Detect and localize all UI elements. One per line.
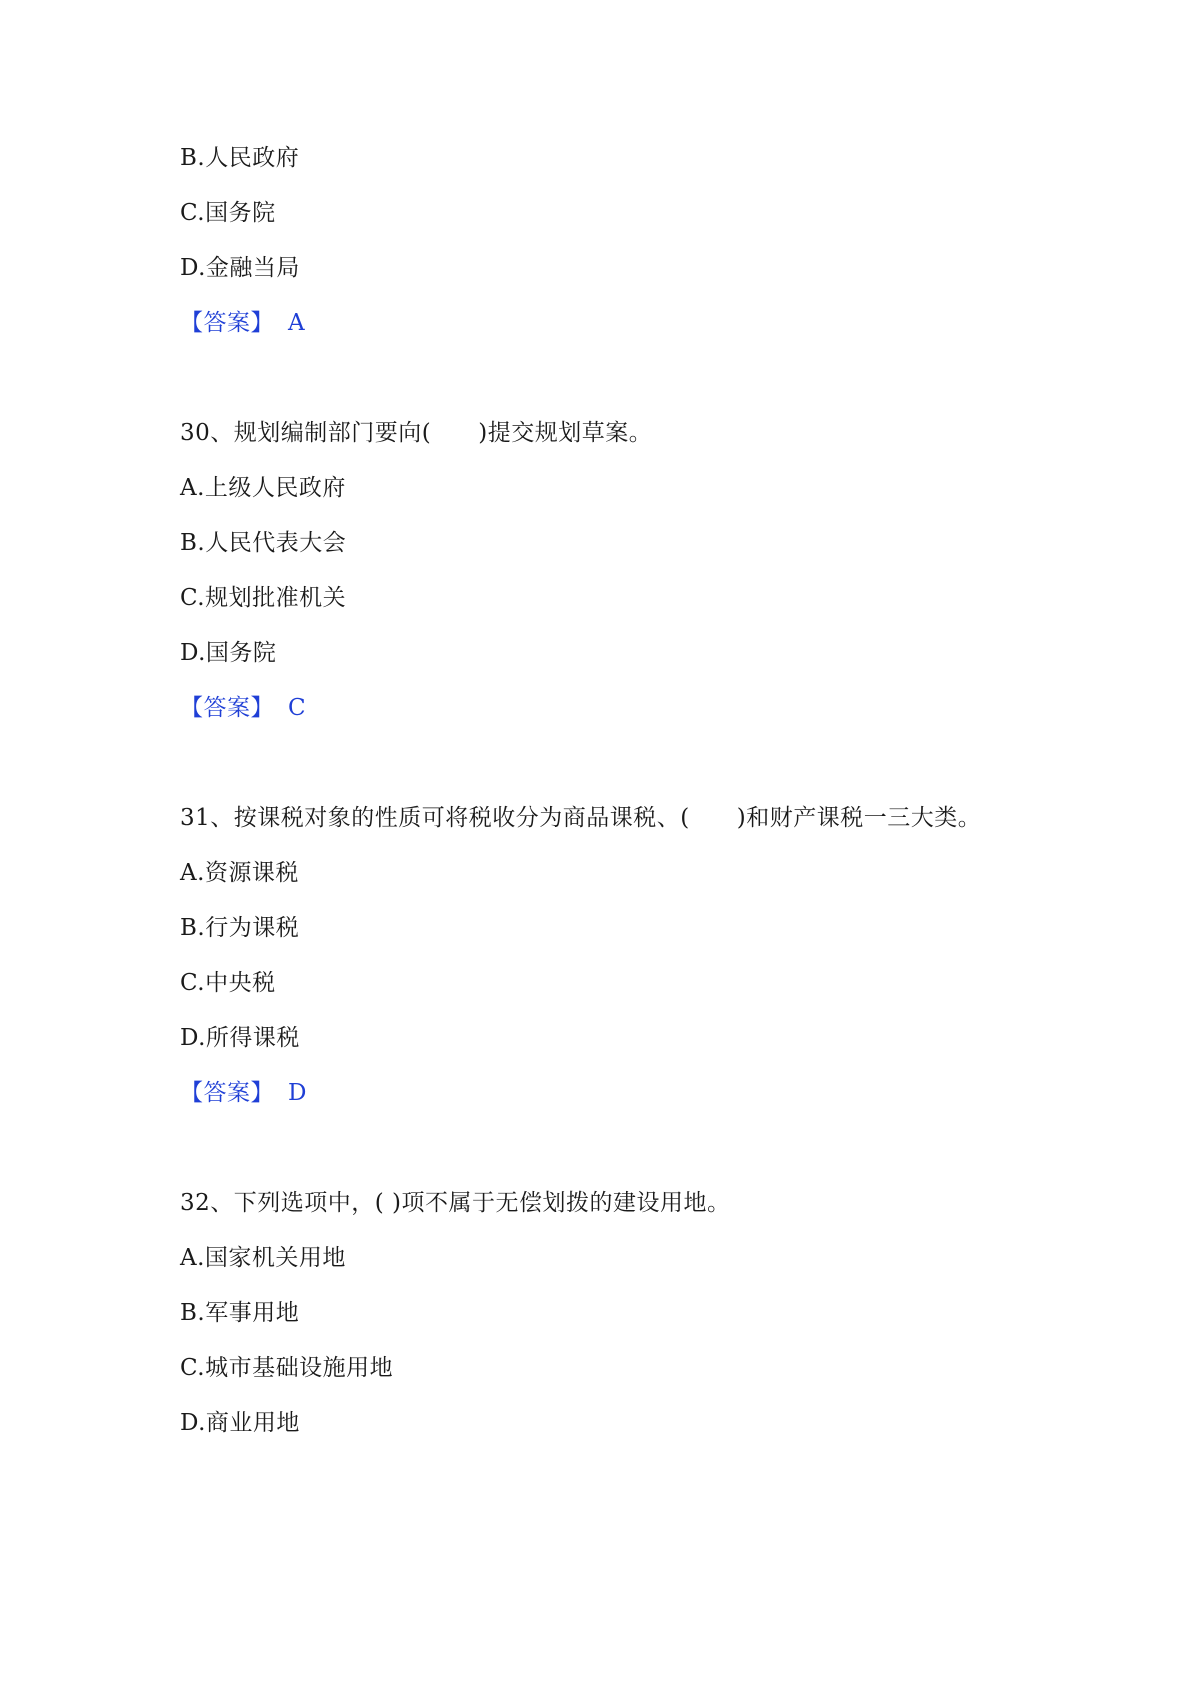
- option-d: D.金融当局: [180, 255, 300, 281]
- option-b: B.人民代表大会: [180, 530, 347, 556]
- option-a: A.上级人民政府: [180, 475, 346, 501]
- option-c: C.国务院: [180, 200, 276, 226]
- answer-label: 【答案】: [180, 695, 274, 721]
- answer-label: 【答案】: [180, 1080, 274, 1106]
- answer-line: [180, 693, 306, 723]
- option-c: C.城市基础设施用地: [180, 1355, 394, 1381]
- answer-value: A: [288, 310, 306, 336]
- answer-label: 【答案】: [180, 310, 274, 336]
- question-stem: 31、按课税对象的性质可将税收分为商品课税、( )和财产课税一三大类。: [180, 805, 982, 831]
- option-a: A.资源课税: [180, 860, 299, 886]
- answer-line: [180, 1078, 307, 1108]
- answer-value: C: [288, 695, 307, 721]
- question-stem: 32、下列选项中，( )项不属于无偿划拨的建设用地。: [180, 1190, 731, 1216]
- option-d: D.国务院: [180, 640, 277, 666]
- option-b: B.军事用地: [180, 1300, 300, 1326]
- option-c: C.规划批准机关: [180, 585, 347, 611]
- option-c: C.中央税: [180, 970, 276, 996]
- option-b: B.行为课税: [180, 915, 300, 941]
- option-b: B.人民政府: [180, 145, 300, 171]
- answer-value: D: [288, 1080, 307, 1106]
- option-a: A.国家机关用地: [180, 1245, 346, 1271]
- question-stem: 30、规划编制部门要向( )提交规划草案。: [180, 420, 653, 446]
- option-d: D.商业用地: [180, 1410, 300, 1436]
- option-d: D.所得课税: [180, 1025, 300, 1051]
- answer-line: [180, 308, 305, 338]
